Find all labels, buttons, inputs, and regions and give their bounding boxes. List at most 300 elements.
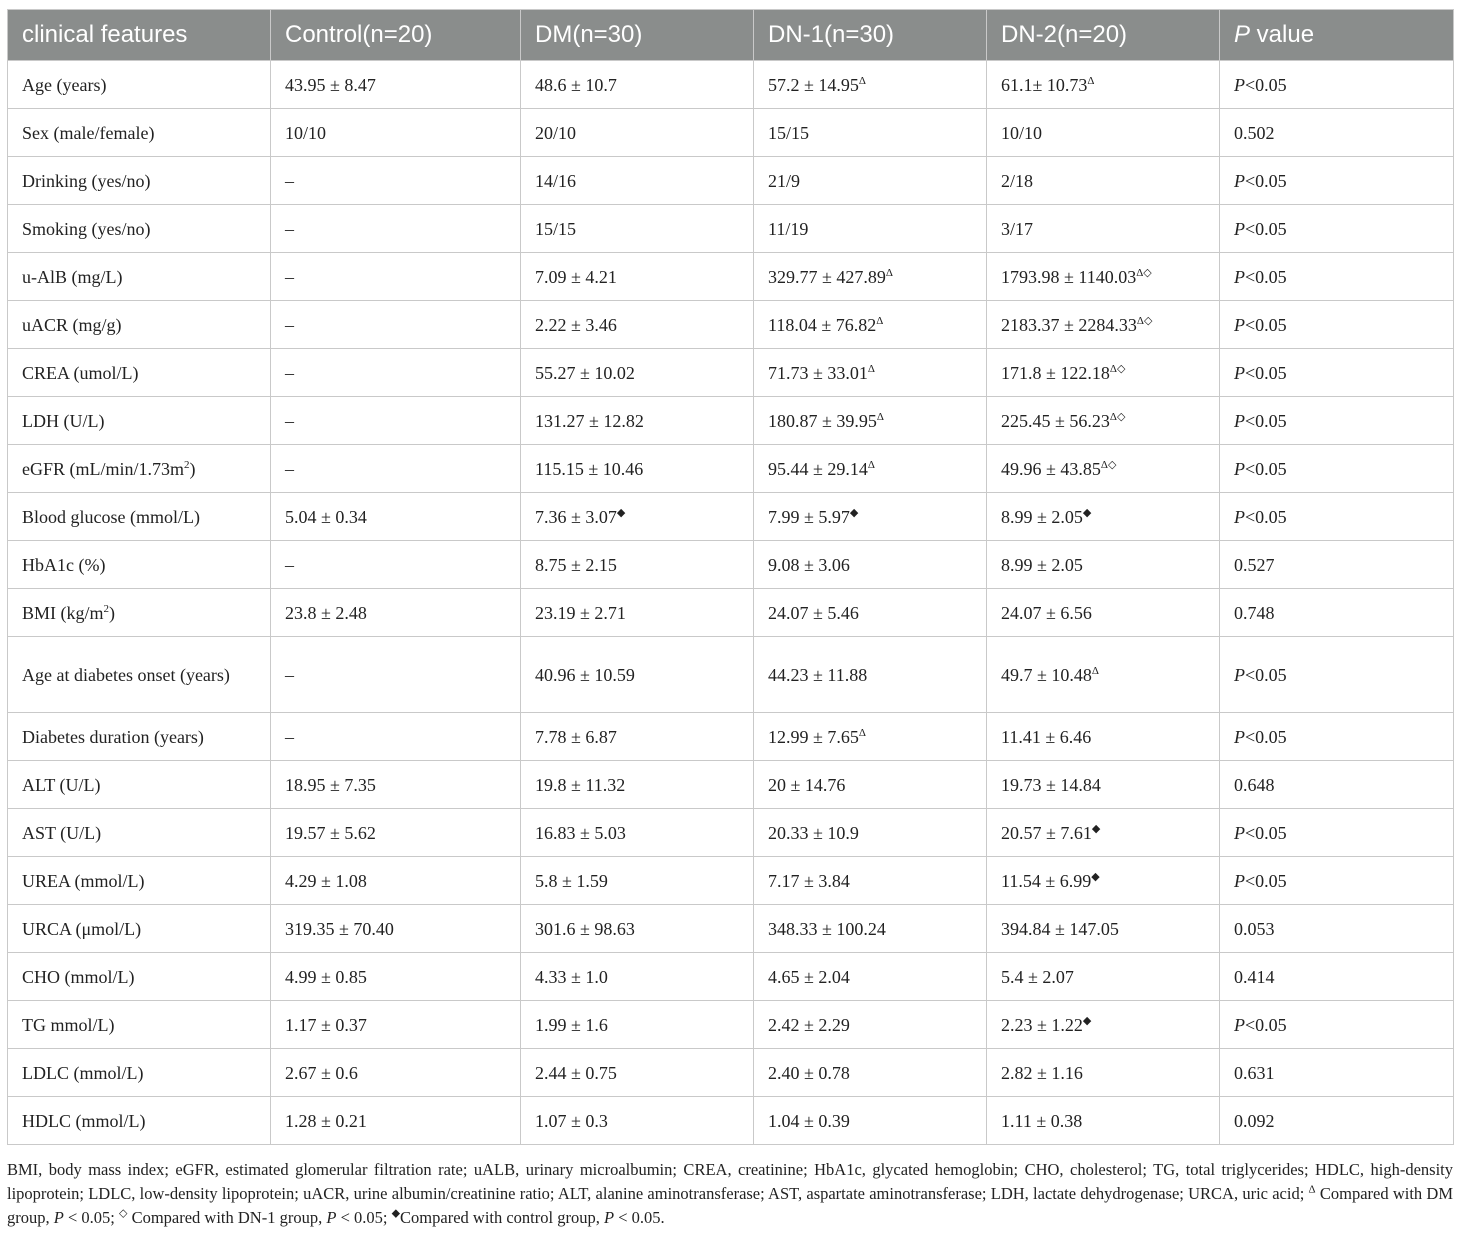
feature-cell bbox=[8, 301, 271, 349]
value-cell-dm bbox=[521, 253, 754, 301]
footnote-p: P bbox=[326, 1208, 337, 1227]
cell-value: 14/16 bbox=[535, 170, 577, 191]
value-cell-dn2 bbox=[987, 61, 1220, 109]
cell-value: 329.77 ± 427.89 bbox=[768, 266, 886, 287]
cell-value: 11/19 bbox=[768, 218, 809, 239]
cell-value: 21/9 bbox=[768, 170, 801, 191]
p-value: <0.05 bbox=[1245, 506, 1287, 527]
value-cell-dn2 bbox=[987, 809, 1220, 857]
p-value: <0.05 bbox=[1245, 362, 1287, 383]
cell-value: – bbox=[285, 458, 294, 479]
cell-value: 55.27 ± 10.02 bbox=[535, 362, 635, 383]
p-value: 0.053 bbox=[1234, 918, 1275, 939]
header-p-value bbox=[1220, 10, 1454, 61]
p-value: <0.05 bbox=[1245, 726, 1287, 747]
cell-value: – bbox=[285, 664, 294, 685]
p-value: <0.05 bbox=[1245, 266, 1287, 287]
cell-value: 2.40 ± 0.78 bbox=[768, 1062, 850, 1083]
value-cell-dn2 bbox=[987, 1001, 1220, 1049]
feature-label: AST (U/L) bbox=[22, 822, 102, 843]
cell-value: 180.87 ± 39.95 bbox=[768, 410, 877, 431]
cell-value: 8.75 ± 2.15 bbox=[535, 554, 617, 575]
p-value-cell bbox=[1220, 397, 1454, 445]
feature-label: HDLC (mmol/L) bbox=[22, 1110, 146, 1131]
feature-cell bbox=[8, 637, 271, 713]
value-cell-dn2 bbox=[987, 589, 1220, 637]
footnote-p: P bbox=[603, 1208, 615, 1227]
value-cell-dn2 bbox=[987, 953, 1220, 1001]
cell-value: 1.99 ± 1.6 bbox=[535, 1014, 608, 1035]
p-letter: P bbox=[1234, 726, 1245, 747]
significance-marker: ◆ bbox=[1082, 506, 1092, 519]
cell-value: 2.22 ± 3.46 bbox=[535, 314, 617, 335]
value-cell-dn1 bbox=[754, 61, 987, 109]
cell-value: 20 ± 14.76 bbox=[768, 774, 846, 795]
feature-cell bbox=[8, 953, 271, 1001]
cell-value: 48.6 ± 10.7 bbox=[535, 74, 617, 95]
value-cell-dn2 bbox=[987, 541, 1220, 589]
p-value-cell bbox=[1220, 761, 1454, 809]
p-value-cell bbox=[1220, 1049, 1454, 1097]
cell-value: 2.67 ± 0.6 bbox=[285, 1062, 358, 1083]
feature-cell bbox=[8, 397, 271, 445]
cell-value: 2183.37 ± 2284.33 bbox=[1001, 314, 1137, 335]
value-cell-dn2 bbox=[987, 713, 1220, 761]
cell-value: 23.19 ± 2.71 bbox=[535, 602, 626, 623]
value-cell-dm bbox=[521, 157, 754, 205]
cell-value: 40.96 ± 10.59 bbox=[535, 664, 635, 685]
value-cell-dn1 bbox=[754, 157, 987, 205]
p-value-cell bbox=[1220, 541, 1454, 589]
feature-cell bbox=[8, 205, 271, 253]
value-cell-control bbox=[271, 541, 521, 589]
value-cell-control bbox=[271, 1001, 521, 1049]
value-cell-control bbox=[271, 349, 521, 397]
value-cell-dn2 bbox=[987, 397, 1220, 445]
value-cell-dm bbox=[521, 109, 754, 157]
p-value-cell bbox=[1220, 493, 1454, 541]
header-dn2: DN-2(n=20) bbox=[987, 10, 1220, 61]
cell-value: 1.04 ± 0.39 bbox=[768, 1110, 850, 1131]
feature-cell bbox=[8, 61, 271, 109]
value-cell-control bbox=[271, 713, 521, 761]
p-value-cell bbox=[1220, 1001, 1454, 1049]
significance-marker: Δ◇ bbox=[1136, 266, 1152, 279]
footnote-note-dn1: Compared with DN-1 group, bbox=[127, 1208, 327, 1227]
cell-value: 118.04 ± 76.82 bbox=[768, 314, 877, 335]
cell-value: 24.07 ± 6.56 bbox=[1001, 602, 1092, 623]
value-cell-dm bbox=[521, 953, 754, 1001]
cell-value: 9.08 ± 3.06 bbox=[768, 554, 850, 575]
value-cell-dn2 bbox=[987, 205, 1220, 253]
value-cell-dn1 bbox=[754, 589, 987, 637]
header-clinical-features: clinical features bbox=[8, 10, 271, 61]
value-cell-control bbox=[271, 953, 521, 1001]
value-cell-dm bbox=[521, 541, 754, 589]
table-row bbox=[8, 493, 1454, 541]
cell-value: 49.96 ± 43.85 bbox=[1001, 458, 1101, 479]
p-value-cell bbox=[1220, 61, 1454, 109]
feature-label: Age (years) bbox=[22, 74, 107, 95]
table-row bbox=[8, 713, 1454, 761]
value-cell-control bbox=[271, 1097, 521, 1145]
cell-value: 1.28 ± 0.21 bbox=[285, 1110, 367, 1131]
cell-value: 95.44 ± 29.14 bbox=[768, 458, 868, 479]
value-cell-control bbox=[271, 1049, 521, 1097]
significance-marker: Δ bbox=[858, 74, 866, 87]
table-row bbox=[8, 761, 1454, 809]
p-value-cell bbox=[1220, 589, 1454, 637]
value-cell-dn1 bbox=[754, 109, 987, 157]
table-row bbox=[8, 1097, 1454, 1145]
value-cell-control bbox=[271, 61, 521, 109]
significance-marker: ◆ bbox=[1091, 822, 1101, 835]
p-value: <0.05 bbox=[1245, 170, 1287, 191]
value-cell-dn1 bbox=[754, 1001, 987, 1049]
table-row bbox=[8, 157, 1454, 205]
value-cell-dn1 bbox=[754, 637, 987, 713]
feature-cell bbox=[8, 157, 271, 205]
footnote-symbol-delta: Δ bbox=[1308, 1183, 1316, 1196]
cell-value: 4.65 ± 2.04 bbox=[768, 966, 850, 987]
p-value: 0.748 bbox=[1234, 602, 1275, 623]
feature-cell bbox=[8, 493, 271, 541]
p-letter: P bbox=[1234, 218, 1245, 239]
header-control: Control(n=20) bbox=[271, 10, 521, 61]
cell-value: 8.99 ± 2.05 bbox=[1001, 506, 1083, 527]
cell-value: 2/18 bbox=[1001, 170, 1034, 191]
value-cell-dm bbox=[521, 809, 754, 857]
table-row bbox=[8, 1001, 1454, 1049]
value-cell-dn1 bbox=[754, 205, 987, 253]
value-cell-dn1 bbox=[754, 397, 987, 445]
p-value-cell bbox=[1220, 953, 1454, 1001]
value-cell-dn2 bbox=[987, 493, 1220, 541]
cell-value: 7.17 ± 3.84 bbox=[768, 870, 850, 891]
significance-marker: Δ bbox=[876, 410, 884, 423]
p-letter: P bbox=[1234, 170, 1245, 191]
table-footnote bbox=[7, 1158, 1453, 1230]
table-row bbox=[8, 349, 1454, 397]
feature-label: TG mmol/L) bbox=[22, 1014, 115, 1035]
table-row bbox=[8, 1049, 1454, 1097]
cell-value: – bbox=[285, 362, 294, 383]
footnote-symbol-filled-diamond: ◆ bbox=[391, 1207, 401, 1220]
feature-label: uACR (mg/g) bbox=[22, 314, 122, 335]
feature-cell bbox=[8, 1097, 271, 1145]
feature-cell bbox=[8, 445, 271, 493]
significance-marker: Δ bbox=[876, 314, 884, 327]
significance-marker: Δ◇ bbox=[1100, 458, 1117, 471]
feature-label: HbA1c (%) bbox=[22, 554, 106, 575]
value-cell-dn2 bbox=[987, 253, 1220, 301]
value-cell-control bbox=[271, 589, 521, 637]
feature-cell bbox=[8, 349, 271, 397]
value-cell-dm bbox=[521, 1001, 754, 1049]
value-cell-control bbox=[271, 205, 521, 253]
footnote-note-control: Compared with control group, bbox=[400, 1208, 604, 1227]
cell-value: 1.07 ± 0.3 bbox=[535, 1110, 608, 1131]
cell-value: 61.1± 10.73 bbox=[1001, 74, 1088, 95]
p-value: 0.092 bbox=[1234, 1110, 1275, 1131]
cell-value: 11.41 ± 6.46 bbox=[1001, 726, 1092, 747]
cell-value: 20.33 ± 10.9 bbox=[768, 822, 859, 843]
cell-value: 49.7 ± 10.48 bbox=[1001, 664, 1092, 685]
p-value: <0.05 bbox=[1245, 664, 1287, 685]
significance-marker: Δ bbox=[858, 726, 866, 739]
value-cell-dn2 bbox=[987, 445, 1220, 493]
cell-value: 4.33 ± 1.0 bbox=[535, 966, 608, 987]
cell-value: 2.42 ± 2.29 bbox=[768, 1014, 850, 1035]
value-cell-control bbox=[271, 905, 521, 953]
feature-cell bbox=[8, 1049, 271, 1097]
value-cell-control bbox=[271, 637, 521, 713]
p-letter: P bbox=[1234, 1014, 1245, 1035]
cell-value: 5.4 ± 2.07 bbox=[1001, 966, 1074, 987]
p-value: <0.05 bbox=[1245, 410, 1287, 431]
p-value-cell bbox=[1220, 1097, 1454, 1145]
cell-value: 23.8 ± 2.48 bbox=[285, 602, 367, 623]
cell-value: – bbox=[285, 266, 294, 287]
table-row bbox=[8, 109, 1454, 157]
table-row bbox=[8, 397, 1454, 445]
cell-value: 115.15 ± 10.46 bbox=[535, 458, 644, 479]
cell-value: – bbox=[285, 170, 294, 191]
table-row bbox=[8, 61, 1454, 109]
feature-label: LDH (U/L) bbox=[22, 410, 105, 431]
feature-cell bbox=[8, 905, 271, 953]
value-cell-dn2 bbox=[987, 109, 1220, 157]
feature-label: u-AlB (mg/L) bbox=[22, 266, 123, 287]
footnote-p: P bbox=[53, 1208, 64, 1227]
p-value: <0.05 bbox=[1245, 218, 1287, 239]
p-value-cell bbox=[1220, 157, 1454, 205]
cell-value: 15/15 bbox=[768, 122, 810, 143]
cell-value: 348.33 ± 100.24 bbox=[768, 918, 886, 939]
value-cell-dn2 bbox=[987, 1097, 1220, 1145]
value-cell-dm bbox=[521, 857, 754, 905]
p-value: 0.502 bbox=[1234, 122, 1275, 143]
p-value: 0.414 bbox=[1234, 966, 1275, 987]
significance-marker: ◆ bbox=[1082, 1014, 1092, 1027]
feature-label: Smoking (yes/no) bbox=[22, 218, 151, 239]
cell-value: 2.82 ± 1.16 bbox=[1001, 1062, 1083, 1083]
value-cell-dn2 bbox=[987, 905, 1220, 953]
feature-cell bbox=[8, 589, 271, 637]
p-value: <0.05 bbox=[1245, 458, 1287, 479]
significance-marker: Δ bbox=[885, 266, 893, 279]
value-cell-dn1 bbox=[754, 541, 987, 589]
value-cell-dn1 bbox=[754, 493, 987, 541]
value-cell-dm bbox=[521, 349, 754, 397]
p-value: 0.527 bbox=[1234, 554, 1275, 575]
p-value-cell bbox=[1220, 301, 1454, 349]
cell-value: – bbox=[285, 314, 294, 335]
cell-value: 12.99 ± 7.65 bbox=[768, 726, 859, 747]
significance-marker: Δ bbox=[1091, 664, 1099, 677]
value-cell-control bbox=[271, 301, 521, 349]
value-cell-dn1 bbox=[754, 349, 987, 397]
p-letter: P bbox=[1234, 506, 1245, 527]
value-cell-dm bbox=[521, 713, 754, 761]
cell-value: 7.09 ± 4.21 bbox=[535, 266, 617, 287]
significance-marker: Δ◇ bbox=[1109, 410, 1126, 423]
p-letter: P bbox=[1234, 458, 1245, 479]
cell-value: 20/10 bbox=[535, 122, 577, 143]
feature-cell bbox=[8, 109, 271, 157]
value-cell-control bbox=[271, 109, 521, 157]
value-cell-dn2 bbox=[987, 637, 1220, 713]
value-cell-dm bbox=[521, 637, 754, 713]
value-cell-control bbox=[271, 493, 521, 541]
p-value-cell bbox=[1220, 445, 1454, 493]
cell-value: 16.83 ± 5.03 bbox=[535, 822, 626, 843]
table-row bbox=[8, 589, 1454, 637]
feature-label: Blood glucose (mmol/L) bbox=[22, 506, 200, 527]
feature-cell bbox=[8, 713, 271, 761]
value-cell-control bbox=[271, 445, 521, 493]
feature-label: Drinking (yes/no) bbox=[22, 170, 151, 191]
cell-value: 319.35 ± 70.40 bbox=[285, 918, 394, 939]
p-letter: P bbox=[1234, 362, 1245, 383]
feature-label: UREA (mmol/L) bbox=[22, 870, 145, 891]
value-cell-dn1 bbox=[754, 253, 987, 301]
feature-label: URCA (μmol/L) bbox=[22, 918, 142, 939]
cell-value: 19.8 ± 11.32 bbox=[535, 774, 626, 795]
feature-superscript: 2 bbox=[103, 602, 110, 615]
p-letter: P bbox=[1234, 870, 1245, 891]
feature-label: CREA (umol/L) bbox=[22, 362, 139, 383]
value-cell-control bbox=[271, 857, 521, 905]
value-cell-dm bbox=[521, 1049, 754, 1097]
footnote-threshold: < 0.05. bbox=[614, 1208, 665, 1227]
p-value: <0.05 bbox=[1245, 74, 1287, 95]
value-cell-dn1 bbox=[754, 713, 987, 761]
value-cell-dm bbox=[521, 493, 754, 541]
cell-value: 11.54 ± 6.99 bbox=[1001, 870, 1092, 891]
value-cell-dm bbox=[521, 301, 754, 349]
value-cell-dn2 bbox=[987, 301, 1220, 349]
p-value-cell bbox=[1220, 109, 1454, 157]
cell-value: 5.8 ± 1.59 bbox=[535, 870, 608, 891]
p-value: <0.05 bbox=[1245, 1014, 1287, 1035]
feature-label: eGFR (mL/min/1.73m bbox=[22, 458, 184, 479]
cell-value: 19.57 ± 5.62 bbox=[285, 822, 376, 843]
p-value-cell bbox=[1220, 349, 1454, 397]
value-cell-dm bbox=[521, 905, 754, 953]
footnote-threshold: < 0.05; bbox=[336, 1208, 392, 1227]
value-cell-control bbox=[271, 397, 521, 445]
table-row bbox=[8, 445, 1454, 493]
p-letter: P bbox=[1234, 74, 1245, 95]
cell-value: 57.2 ± 14.95 bbox=[768, 74, 859, 95]
value-cell-dm bbox=[521, 61, 754, 109]
value-cell-dm bbox=[521, 761, 754, 809]
cell-value: 225.45 ± 56.23 bbox=[1001, 410, 1110, 431]
p-letter: P bbox=[1234, 314, 1245, 335]
feature-label: Age at diabetes onset (years) bbox=[22, 664, 230, 685]
p-value-cell bbox=[1220, 205, 1454, 253]
significance-marker: Δ bbox=[867, 362, 875, 375]
value-cell-dn1 bbox=[754, 445, 987, 493]
feature-cell bbox=[8, 857, 271, 905]
value-cell-dm bbox=[521, 397, 754, 445]
value-cell-control bbox=[271, 253, 521, 301]
table-row bbox=[8, 637, 1454, 713]
feature-label-tail: ) bbox=[189, 458, 196, 479]
value-cell-dn2 bbox=[987, 349, 1220, 397]
p-value: <0.05 bbox=[1245, 314, 1287, 335]
feature-label: ALT (U/L) bbox=[22, 774, 101, 795]
cell-value: 301.6 ± 98.63 bbox=[535, 918, 635, 939]
cell-value: 10/10 bbox=[285, 122, 327, 143]
p-value: <0.05 bbox=[1245, 870, 1287, 891]
value-cell-dn2 bbox=[987, 761, 1220, 809]
significance-marker: Δ bbox=[1087, 74, 1095, 87]
table-row bbox=[8, 541, 1454, 589]
significance-marker: ◆ bbox=[616, 506, 626, 519]
significance-marker: ◆ bbox=[1091, 870, 1100, 883]
p-value: 0.648 bbox=[1234, 774, 1275, 795]
header-dn1: DN-1(n=30) bbox=[754, 10, 987, 61]
table-row bbox=[8, 953, 1454, 1001]
significance-marker: Δ bbox=[867, 458, 875, 471]
cell-value: 18.95 ± 7.35 bbox=[285, 774, 376, 795]
clinical-features-table bbox=[7, 9, 1454, 1145]
cell-value: 43.95 ± 8.47 bbox=[285, 74, 376, 95]
p-letter: P bbox=[1234, 664, 1245, 685]
value-cell-dn2 bbox=[987, 857, 1220, 905]
feature-cell bbox=[8, 541, 271, 589]
value-cell-dn1 bbox=[754, 905, 987, 953]
p-value-cell bbox=[1220, 637, 1454, 713]
value-cell-dm bbox=[521, 445, 754, 493]
cell-value: 1793.98 ± 1140.03 bbox=[1001, 266, 1137, 287]
p-value-cell bbox=[1220, 905, 1454, 953]
table-row bbox=[8, 253, 1454, 301]
cell-value: 10/10 bbox=[1001, 122, 1043, 143]
feature-cell bbox=[8, 253, 271, 301]
header-row bbox=[8, 10, 1454, 61]
value-cell-dn1 bbox=[754, 953, 987, 1001]
cell-value: – bbox=[285, 726, 294, 747]
significance-marker: ◆ bbox=[849, 506, 859, 519]
value-cell-dn1 bbox=[754, 761, 987, 809]
table-row bbox=[8, 905, 1454, 953]
value-cell-dn1 bbox=[754, 301, 987, 349]
cell-value: 171.8 ± 122.18 bbox=[1001, 362, 1110, 383]
cell-value: 7.99 ± 5.97 bbox=[768, 506, 850, 527]
cell-value: 8.99 ± 2.05 bbox=[1001, 554, 1083, 575]
p-value: 0.631 bbox=[1234, 1062, 1275, 1083]
feature-cell bbox=[8, 1001, 271, 1049]
value-cell-dn2 bbox=[987, 157, 1220, 205]
value-cell-dn1 bbox=[754, 809, 987, 857]
cell-value: – bbox=[285, 410, 294, 431]
header-p-rest: value bbox=[1250, 21, 1315, 48]
cell-value: 4.99 ± 0.85 bbox=[285, 966, 367, 987]
cell-value: – bbox=[285, 554, 294, 575]
feature-label: LDLC (mmol/L) bbox=[22, 1062, 144, 1083]
cell-value: 71.73 ± 33.01 bbox=[768, 362, 868, 383]
cell-value: 44.23 ± 11.88 bbox=[768, 664, 868, 685]
cell-value: 5.04 ± 0.34 bbox=[285, 506, 367, 527]
footnote-note-dm: Compared with DM group, bbox=[7, 1184, 1453, 1227]
header-dm: DM(n=30) bbox=[521, 10, 754, 61]
feature-superscript: 2 bbox=[184, 458, 190, 471]
cell-value: 2.44 ± 0.75 bbox=[535, 1062, 617, 1083]
feature-label: Diabetes duration (years) bbox=[22, 726, 204, 747]
